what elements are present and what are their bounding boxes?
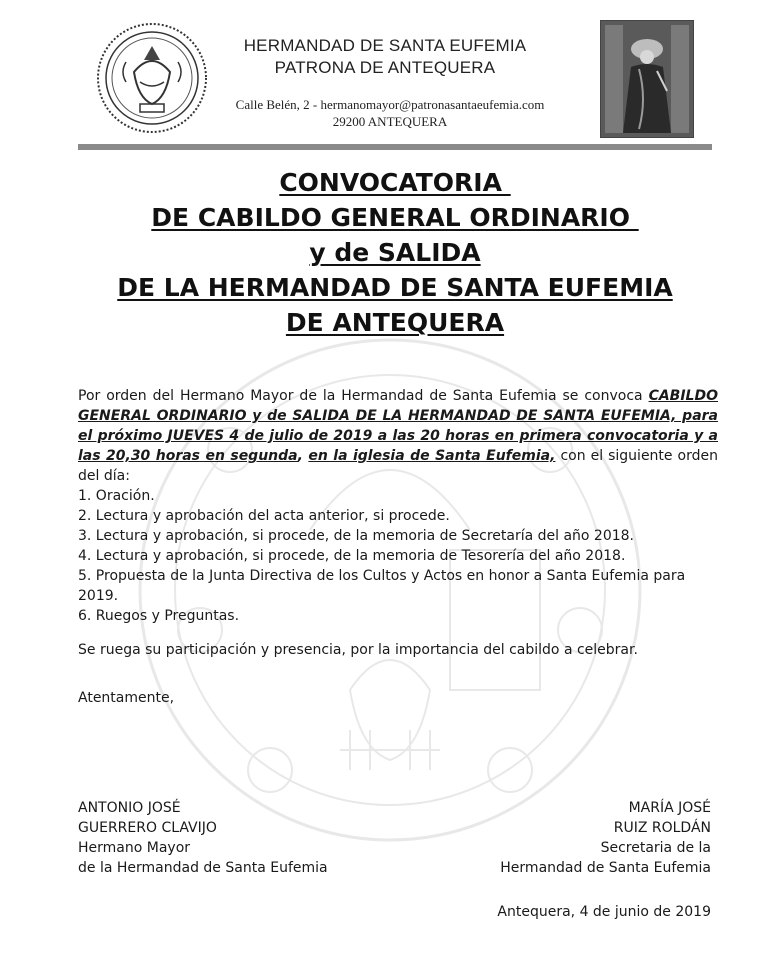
intro-paragraph	[78, 386, 718, 486]
address-line1: Calle Belén, 2 - hermanomayor@patronasantaeufemia.com	[235, 97, 545, 112]
agenda-list	[78, 486, 718, 626]
address-line2: 29200 ANTEQUERA	[332, 114, 448, 129]
intro-text-1: Por orden del Hermano Mayor de la Hermandad de Santa Eufemia se convoca	[78, 388, 649, 404]
signatory-right-role2: Hermandad de Santa Eufemia	[500, 860, 711, 876]
signatory-left-role1: Hermano Mayor	[78, 840, 191, 856]
intro-separator: ,	[297, 448, 309, 464]
intro-emphasis-2: en la iglesia de Santa Eufemia,	[308, 448, 556, 464]
title-line5: DE ANTEQUERA	[285, 308, 505, 337]
agenda-item: 2. Lectura y aprobación del acta anterior, si procede.	[78, 508, 450, 524]
title-line4: DE LA HERMANDAD DE SANTA EUFEMIA	[117, 273, 673, 302]
signatory-left	[78, 798, 328, 878]
header-divider	[78, 144, 712, 150]
saint-image-photo	[600, 20, 694, 138]
intro-emphasis-1: CABILDO GENERAL ORDINARIO y de SALIDA DE LA HERMANDAD DE SANTA EUFEMIA, para el próximo JUEVES 4 de julio de 2019 a las 20 horas en primera convocatoria y a las 20,30 horas en segunda	[78, 388, 718, 464]
agenda-item: 4. Lectura y aprobación, si procede, de la memoria de Tesorería del año 2018.	[78, 548, 626, 564]
signatory-left-name2: GUERRERO CLAVIJO	[78, 820, 217, 836]
org-name-line2: PATRONA DE ANTEQUERA	[274, 58, 496, 77]
signatory-left-name1: ANTONIO JOSÉ	[78, 800, 181, 816]
title-line1: CONVOCATORIA	[279, 168, 511, 197]
intro-text-2: con el siguiente orden del día:	[78, 448, 718, 484]
salutation: Atentamente,	[78, 690, 175, 706]
signatory-left-role2: de la Hermandad de Santa Eufemia	[78, 860, 328, 876]
signatory-right-name2: RUIZ ROLDÁN	[613, 820, 711, 836]
org-name-line1: HERMANDAD DE SANTA EUFEMIA	[243, 36, 527, 55]
signatory-right	[500, 798, 711, 878]
title-line3: y de SALIDA	[309, 238, 481, 267]
agenda-item: 5. Propuesta de la Junta Directiva de los Cultos y Actos en honor a Santa Eufemia para 2019.	[78, 568, 686, 604]
agenda-item: 1. Oración.	[78, 488, 155, 504]
brotherhood-seal-icon	[96, 22, 208, 134]
agenda-item: 6. Ruegos y Preguntas.	[78, 608, 240, 624]
document-date: Antequera, 4 de junio de 2019	[497, 904, 711, 920]
title-line2: DE CABILDO GENERAL ORDINARIO	[151, 203, 639, 232]
closing-text: Se ruega su participación y presencia, por la importancia del cabildo a celebrar.	[78, 642, 638, 658]
signatory-right-name1: MARÍA JOSÉ	[628, 800, 711, 816]
agenda-item: 3. Lectura y aprobación, si procede, de la memoria de Secretaría del año 2018.	[78, 528, 635, 544]
signatory-right-role1: Secretaria de la	[600, 840, 711, 856]
